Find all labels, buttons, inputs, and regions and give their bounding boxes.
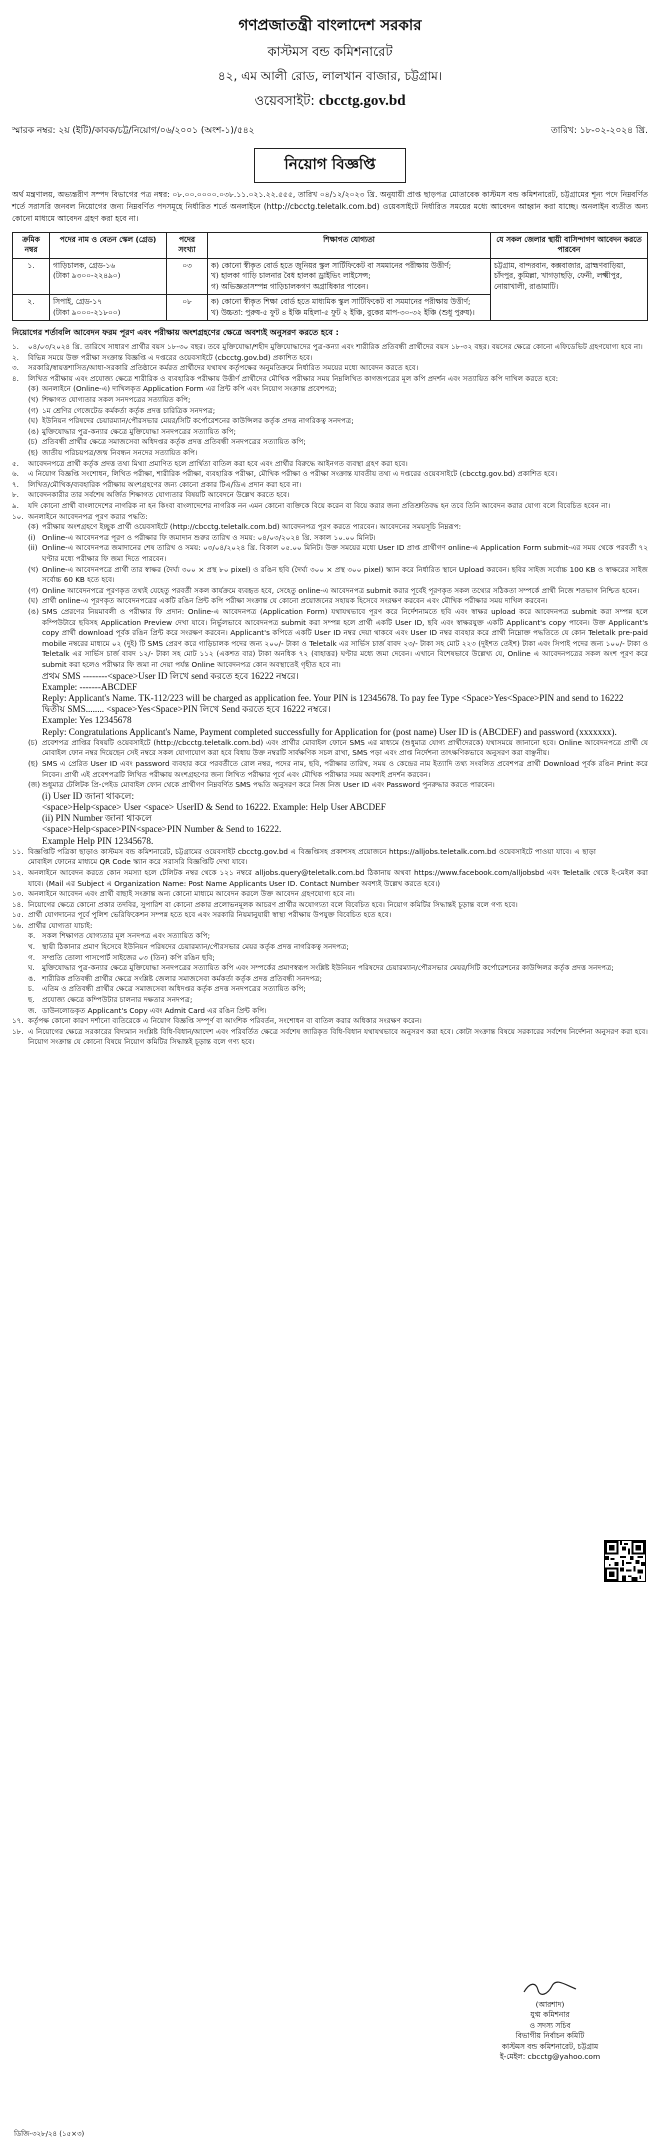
recovery-line: <space>Help<space>PIN<space>PIN Number & Send to 16222.	[42, 824, 282, 835]
sms-reply-1: Reply: Applicant's Name. TK-112/223 will be charged as application fee. Your PIN is 12345678. To pay fee Type <Space>Yes<Space>PIN and send to 16222	[42, 692, 624, 703]
post-scale: (টাকা ৯০০০-২১৮০০)	[53, 307, 121, 317]
sub-item	[12, 384, 648, 395]
sub-number: ঙ.	[28, 973, 36, 983]
item-text: আবেদনকারীর তার সর্বশেষ অর্জিত শিক্ষাগত যোগ্যতার বিষয়টি আবেদনে উল্লেখ করতে হবে।	[28, 490, 290, 500]
signer-title: যুগ্ম কমিশনার	[530, 2010, 570, 2019]
item-number: ৭.	[12, 479, 19, 489]
signer-email[interactable]: ই-মেইল: cbcctg@yahoo.com	[499, 2052, 601, 2061]
item-text: বিজ্ঞপ্তিটি পত্রিকা ছাড়াও কাস্টমস বন্ড কমিশনারেট, চট্টগ্রামের ওয়েবসাইট cbcctg.gov.bd এ বিজ্ঞপ্তিসহ প্রকাশসহ প্রয়োজনে https://alljobs.teletalk.com.bd ওয়েবসাইটে পাওয়া যাবে। এ ছাড়া মোবাইল ফোনের মাধ্যমে QR Code স্ক্যান করে সরাসরি বিজ্ঞপ্তিটি দেখা যাবে।	[28, 846, 596, 867]
post-name: গাড়িচালক, গ্রেড-১৬	[53, 260, 116, 270]
sub-item	[12, 738, 648, 759]
sub-number: (ii)	[28, 543, 38, 553]
signer-office: কাস্টমস বন্ড কমিশনারেট, চট্টগ্রাম	[501, 2041, 599, 2051]
sub-number: (ঘ)	[28, 596, 39, 606]
signer-committee: বিভাগীয় নির্বাচন কমিটি	[515, 2031, 585, 2040]
list-item	[12, 512, 648, 523]
website-line	[12, 92, 648, 113]
notice-title: নিয়োগ বিজ্ঞপ্তি	[254, 148, 406, 183]
row-count: ০৮	[167, 295, 208, 321]
sub-number: (ঙ)	[28, 606, 39, 616]
sub-text: Online আবেদনপত্রে পূরণকৃত তথ্যই যেহেতু পরবর্তী সকল কার্যক্রমে ব্যবহৃত হবে, সেহেতু online-এ আবেদনপত্র submit করার পূর্বেই পূরণকৃত সকল তথ্যের সঠিকতা সম্পর্কে প্রার্থী নিজে শতভাগ নিশ্চিত হবেন।	[42, 585, 640, 595]
row-post	[50, 258, 167, 295]
sub-item	[12, 427, 648, 438]
sub-number: (খ)	[28, 564, 39, 574]
list-item	[12, 480, 648, 491]
sub-text: প্রযোজ্য ক্ষেত্রে কম্পিউটার চালনার দক্ষতার সনদপত্র;	[42, 995, 193, 1005]
item-text: লিখিত/মৌখিক/ব্যবহারিক পরীক্ষায় অংশগ্রহণের জন্য কোনো প্রকার টিএ/ডিএ প্রদান করা হবে না।	[28, 479, 302, 489]
item-text: এ নিয়োগের ক্ষেত্রে সরকারের বিদ্যমান সংশ্লিষ্ট বিধি-বিধান/আদেশ এবং পরিবর্তিত ক্ষেত্রে সর্বশেষ জারিকৃত বিধি-বিধান যথাযথভাবে অনুসরণ করা হবে। কোটা সংক্রান্ত বিষয়ে সরকারের সর্বশেষ নির্দেশনা অনুসরণ করা হবে। নিয়োগ সংক্রান্ত যে কোনো বিষয়ে নিয়োগ কমিটির সিদ্ধান্তই চূড়ান্ত বলে গণ্য হবে।	[28, 1026, 648, 1047]
sub-item	[12, 974, 648, 985]
sub-number: (ক)	[28, 522, 39, 532]
sub-text: SMS প্রেরণের নিয়মাবলী ও পরীক্ষার ফি প্রদান: Online-এ আবেদনপত্র (Application Form) যথাযথভাবে পূরণ করে নির্দেশনামতে ছবি এবং স্বাক্ষর upload করে আবেদনপত্র submit করা সম্পন্ন হলে কম্পিউটারে ছবিসহ Application Preview দেখা যাবে। নির্ভুলভাবে আবেদনপত্র submit করা সম্পন্ন হলে প্রার্থী একটি User ID, ছবি এবং স্বাক্ষরযুক্ত একটি Applicant's copy পাবেন। উক্ত Applicant's copy প্রার্থী download পূর্বক রঙিন প্রিন্ট করে সংরক্ষণ করবেন। Applicant's কপিতে একটি User ID নম্বর দেয়া থাকবে এবং User ID নম্বর ব্যবহার করে প্রার্থী নিম্নোক্ত পদ্ধতিতে যে কোন Teletalk pre-paid mobile নম্বরের মাধ্যমে ০২ (দুই) টি SMS প্রেরণ করে গাড়িচালক পদের জন্য ২০০/- টাকা ও Teletalk এর সার্ভিস চার্জ বাবদ ২৩/- টাকা সহ মোট ২২৩ (দুইশত তেইশ) টাকা এবং সিপাই পদের জন্য ১০০/- টাকা ও Teletalk এর সার্ভিস চার্জ বাবদ ১২/- টাকা সহ মোট ১১২ (একশত বার) টাকা অনধিক ৭২ (বাহাত্তর) ঘণ্টার মধ্যে জমা দেবেন। এখানে বিশেষভাবে উল্লেখ্য যে, Online এ আবেদনপত্রের সকল অংশ পূরণ করে submit করা হলেও পরীক্ষার ফি জমা না দেয়া পর্যন্ত Online আবেদনপত্র কোন অবস্থাতেই গৃহীত হবে না।	[42, 606, 648, 669]
sub-text: শিক্ষাগত যোগ্যতার সকল সনদপত্রের সত্যায়িত কপি;	[42, 395, 191, 405]
list-item	[12, 868, 648, 889]
sub-text: Online-এ আবেদনপত্রে প্রার্থী তার স্বাক্ষর (দৈর্ঘ্য ৩০০ × প্রস্থ ৮০ pixel) ও রঙিন ছবি (দৈর্ঘ্য ৩০০ × প্রস্থ ৩০০ pixel) স্ক্যান করে নির্ধারিত স্থানে Upload করবেন। ছবির সাইজ সর্বোচ্চ 100 KB ও স্বাক্ষরের সাইজ সর্বোচ্চ 60 KB হতে হবে।	[42, 564, 648, 585]
table-header-row	[13, 232, 648, 258]
sub-number: গ.	[28, 952, 35, 962]
sub-text: সম্প্রতি তোলা পাসপোর্ট সাইজের ০৩ (তিন) কপি রঙিন ছবি;	[42, 952, 215, 962]
sub-number: (গ)	[28, 585, 39, 595]
item-text: সরকারি/স্বায়ত্তশাসিত/আধা-সরকারি প্রতিষ্ঠানে কর্মরত প্রার্থীদের যথাযথ কর্তৃপক্ষের অনুমতিক্রমে নির্ধারিত সময়ের মধ্যে আবেদন করতে হবে।	[28, 363, 419, 373]
govt-title: গণপ্রজাতন্ত্রী বাংলাদেশ সরকার	[238, 16, 422, 34]
sub-number: (ঙ)	[28, 426, 39, 436]
sub-number: (ঘ)	[28, 416, 39, 426]
list-item	[12, 910, 648, 921]
item-number: ১.	[12, 342, 19, 352]
sub-number: (চ)	[28, 737, 38, 747]
sms-instructions	[12, 671, 648, 738]
sub-text: প্রতিবন্ধী প্রার্থীর ক্ষেত্রে সমাজসেবা অধিদপ্তর কর্তৃক প্রদত্ত প্রতিবন্ধী সনদপত্রের সত্যায়িত কপি;	[42, 437, 306, 447]
website-label: ওয়েবসাইট:	[254, 94, 315, 109]
sub-text: এতিম ও প্রতিবন্ধী প্রার্থীর ক্ষেত্রে সমাজসেবা অধিদপ্তর কর্তৃক প্রদত্ত সনদপত্রের সত্যায়িত কপি;	[42, 984, 306, 994]
sub-item	[12, 406, 648, 417]
sub-number: (চ)	[28, 437, 38, 447]
sub-text: জাতীয় পরিচয়পত্র/জন্ম নিবন্ধন সনদের সত্যায়িত কপি।	[42, 448, 198, 458]
list-item	[12, 501, 648, 512]
list-item	[12, 1016, 648, 1027]
col-qualification: শিক্ষাগত যোগ্যতা	[208, 232, 491, 258]
recovery-line: (ii) PIN Number জানা থাকলে	[42, 813, 152, 824]
item-text: লিখিত পরীক্ষায় এবং প্রযোজ্য ক্ষেত্রে শারীরিক ও ব্যবহারিক পরীক্ষায় উত্তীর্ণ প্রার্থীদের মৌখিক পরীক্ষার সময় নিম্নলিখিত কাগজপত্রের মূল কপি প্রদর্শন এবং সত্যায়িত কপি দাখিল করতে হবে:	[28, 373, 559, 383]
recovery-line: <space>Help<space> User <space> UserID & Send to 16222. Example: Help User ABCDEF	[42, 801, 386, 812]
signer-title: ও সদস্য সচিব	[529, 2020, 571, 2030]
row-post	[50, 295, 167, 321]
sub-number: (জ)	[28, 780, 41, 790]
sms-example-1: Example: -------ABCDEF	[42, 681, 138, 692]
item-number: ৩.	[12, 363, 19, 373]
item-number: ৮.	[12, 490, 19, 500]
item-text: অনলাইনে আবেদন এবং প্রার্থী বাছাই সংক্রান্ত অন্য কোনো মাধ্যমে আবেদন করলে উক্ত আবেদন গ্রহণযোগ্য হবে না।	[28, 889, 355, 899]
item-text: আবেদনপত্রে প্রার্থী কর্তৃক প্রদত্ত তথ্য মিথ্যা প্রমাণিত হলে প্রার্থিতা বাতিল করা হবে এবং প্রার্থীর বিরুদ্ধে আইনগত ব্যবস্থা গ্রহণ করা হবে।	[28, 458, 408, 468]
item-number: ১২.	[12, 867, 24, 877]
memo-date: তারিখ: ১৮-০২-২০২৪ খ্রি.	[551, 126, 648, 136]
sub-text: শারীরিক প্রতিবন্ধী প্রার্থীর ক্ষেত্রে সংশ্লিষ্ট জেলার সমাজসেবা কর্মকর্তা কর্তৃক প্রদত্ত প্রতিবন্ধী সনদপত্র;	[42, 973, 322, 983]
sub-number: (ছ)	[28, 758, 38, 768]
row-districts: চট্টগ্রাম, বান্দরবান, কক্সবাজার, ব্রাহ্মণবাড়িয়া, চাঁদপুর, কুমিল্লা, খাগড়াছড়ি, ফেনী, লক্ষ্মীপুর, নোয়াখালী, রাঙামাটি।	[491, 258, 648, 321]
post-scale: (টাকা ৯৩০০-২২৪৯০)	[53, 271, 121, 281]
item-text: প্রার্থী যোগদানের পূর্বে পুলিশ ভেরিফিকেশন সম্পন্ন হতে হবে এবং সরকারি নিয়মানুযায়ী স্বাস্থ্য পরীক্ষায় উপযুক্ত বিবেচিত হতে হবে।	[28, 910, 392, 920]
sub-item	[12, 780, 648, 791]
posts-table	[12, 232, 648, 322]
item-number: ১০.	[12, 511, 24, 521]
list-item	[12, 921, 648, 932]
list-item	[12, 374, 648, 385]
header	[12, 14, 648, 113]
recovery-line: Example Help PIN 12345678.	[42, 835, 154, 846]
sub-number: (i)	[28, 532, 36, 542]
recovery-line: (i) User ID জানা থাকলে:	[42, 790, 135, 801]
sub-item	[12, 586, 648, 597]
item-text: কর্তৃপক্ষ কোনো কারণ দর্শানো ব্যতিরেকে এ নিয়োগ বিজ্ঞপ্তি সম্পূর্ণ বা আংশিক পরিবর্তন, সংশোধন বা বাতিল করার অধিকার সংরক্ষণ করেন।	[28, 1016, 422, 1026]
sub-item	[12, 437, 648, 448]
qualification-line: খ) হালকা গাড়ি চালনার বৈধ হালকা ড্রাইভিং লাইসেন্স;	[211, 271, 371, 281]
sub-number: চ.	[28, 984, 35, 994]
list-item	[12, 353, 648, 364]
sub-text: ১ম শ্রেণির গেজেটেড কর্মকর্তা কর্তৃক প্রদত্ত চারিত্রিক সনদপত্র;	[42, 405, 216, 415]
sub-text: ডাউনলোডকৃত Applicant's Copy এবং Admit Card এর রঙিন প্রিন্ট কপি।	[42, 1005, 267, 1015]
row-qualification	[208, 295, 491, 321]
signature-icon	[520, 1980, 580, 1996]
item-number: ৯.	[12, 501, 19, 511]
sub-text: পরীক্ষায় অংশগ্রহণে ইচ্ছুক প্রার্থী ওয়েবসাইটে (http://cbcctg.teletalk.com.bd) আবেদনপত্র পূরণ করতে পারবেন। আবেদনের সময়সূচি নিম্নরূপ:	[42, 522, 462, 532]
item-text: ০৪/০৩/২০২৪ খ্রি. তারিখে সাধারণ প্রার্থীর বয়স ১৮-৩০ বছর। তবে মুক্তিযোদ্ধা/শহীদ মুক্তিযোদ্ধাদের পুত্র-কন্যা এবং শারীরিক প্রতিবন্ধী প্রার্থীদের বয়স ১৮-৩২ বছর। বয়সের ক্ষেত্রে কোনো এফিডেভিট গ্রহণযোগ্য হবে না।	[28, 342, 643, 352]
sub-item	[12, 565, 648, 586]
row-serial: ১.	[13, 258, 50, 295]
sub-text: মুক্তিযোদ্ধার পুত্র-কন্যার ক্ষেত্রে মুক্তিযোদ্ধা সনদপত্রের সত্যায়িত কপি এবং সম্পর্কের প্রমাণস্বরূপ সংশ্লিষ্ট ইউনিয়ন পরিষদের চেয়ারম্যান/পৌরসভার মেয়র/সিটি কর্পোরেশনের কাউন্সিলর কর্তৃক প্রদত্ত সনদপত্র;	[42, 963, 614, 973]
item-number: ১৭.	[12, 1016, 24, 1026]
table-row	[13, 258, 648, 295]
sub-number: ক.	[28, 931, 36, 941]
sub-item	[12, 543, 648, 564]
sms-first: প্রথম SMS --------<space>User ID লিখে send করতে হবে 16222 নম্বরে।	[42, 670, 299, 681]
sub-item	[12, 607, 648, 671]
office-name: কাস্টমস বন্ড কমিশনারেট	[267, 45, 393, 60]
item-number: ৬.	[12, 469, 19, 479]
sub-number: (গ)	[28, 405, 39, 415]
item-number: ১১.	[12, 846, 24, 856]
recovery-instructions	[12, 791, 648, 847]
list-item	[12, 459, 648, 470]
sub-text: Online-এ আবেদনপত্র পূরণ ও পরীক্ষার ফি জমাদান শুরুর তারিখ ও সময়: ০৪/০৩/২০২৪ খ্রি. সকাল ১০.০০ মিনিট।	[42, 532, 376, 542]
sub-number: (ছ)	[28, 448, 38, 458]
item-text: অনলাইনে আবেদন করতে কোন সমস্যা হলে টেলিটক নম্বর থেকে ১২১ নম্বরে alljobs.query@teletalk.com.bd ঠিকানায় অথবা https://www.facebook.com/alljobsbd এবং Teletalk থেকে ই-মেইল করা যাবে। (Mail এর Subject এ Organization Name: Post Name Applicants User ID. Contact Number অবশ্যই উল্লেখ করতে হবে।)	[28, 867, 648, 888]
row-count: ০৩	[167, 258, 208, 295]
sub-number: (খ)	[28, 395, 39, 405]
sub-item	[12, 448, 648, 459]
col-districts: যে সকল জেলার স্থায়ী বাসিন্দাগণ আবেদন করতে পারবেন	[491, 232, 648, 258]
item-number: ১৮.	[12, 1026, 24, 1036]
list-item	[12, 889, 648, 900]
item-number: ৪.	[12, 373, 19, 383]
post-name: সিপাই, গ্রেড-১৭	[53, 297, 102, 307]
sms-reply-2: Reply: Congratulations Applicant's Name, Payment completed successfully for Application for (post name) User ID is (ABCDEF) and password (xxxxxxx).	[42, 726, 617, 737]
signer-name: (আরশাদ)	[535, 1999, 565, 2009]
conditions-list	[12, 342, 648, 1048]
qualification-line: ক) কোনো স্বীকৃত শিক্ষা বোর্ড হতে মাধ্যমিক স্কুল সার্টিফিকেট বা সমমানের পরীক্ষায় উত্তীর্ণ;	[211, 297, 471, 307]
item-number: ২.	[12, 352, 19, 362]
sub-number: খ.	[28, 942, 36, 952]
list-item	[12, 1027, 648, 1048]
item-text: এ নিয়োগ বিজ্ঞপ্তি সংশোধন, লিখিত পরীক্ষা, শারীরিক পরীক্ষা, ব্যবহারিক পরীক্ষা, মৌখিক পরীক্ষা ও পরীক্ষা সংক্রান্ত যাবতীয় তথ্য এ দপ্তরের ওয়েবসাইটে (cbcctg.gov.bd) প্রকাশিত হবে।	[28, 469, 558, 479]
sms-example-2: Example: Yes 12345678	[42, 715, 132, 726]
sub-text: প্রবেশপত্র প্রাপ্তির বিষয়টি ওয়েবসাইটে (http://cbcctg.teletalk.com.bd) এবং প্রার্থীর মোবাইল ফোনে SMS এর মাধ্যমে (শুধুমাত্র যোগ্য প্রার্থীদেরকে) যথাসময়ে জানানো হবে। Online আবেদনপত্রে প্রার্থী যে মোবাইল ফোন নম্বর দিয়েছেন সেই নম্বরে সকল যোগাযোগ করা হবে বিধায় উক্ত নম্বরটি সার্বক্ষণিক সচল রাখা, SMS পড়া এবং প্রাপ্ত নির্দেশনা তাৎক্ষণিকভাবে অনুসরণ করা বাঞ্ছনীয়।	[42, 737, 648, 758]
list-item	[12, 363, 648, 374]
list-item	[12, 490, 648, 501]
sub-item	[12, 995, 648, 1006]
sub-number: ছ.	[28, 995, 35, 1005]
item-text: নিয়োগের ক্ষেত্রে কোনো প্রকার তদবির, সুপারিশ বা কোনো প্রকার প্রলোভনমূলক আচরণ প্রার্থীর অযোগ্যতা বলে বিবেচিত হবে। নিয়োগ কমিটির সিদ্ধান্তই চূড়ান্ত বলে গণ্য হবে।	[28, 899, 518, 909]
item-number: ১৬.	[12, 920, 24, 930]
qr-code[interactable]	[604, 1540, 646, 1582]
sub-text: শুধুমাত্র টেলিটক প্রি-পেইড মোবাইল ফোন থেকে প্রার্থীগণ নিম্নবর্ণিত SMS পদ্ধতি অনুসরণ করে নিজ নিজ User ID এবং Password পুনরুদ্ধার করতে পারবেন।	[42, 780, 495, 790]
footer-code: ডিজি-৩২৮/২৪ (১৫×৩)	[14, 2130, 85, 2138]
sub-item	[12, 963, 648, 974]
col-count: পদের সংখ্যা	[167, 232, 208, 258]
list-item	[12, 900, 648, 911]
sub-item	[12, 416, 648, 427]
col-serial: ক্রমিক নম্বর	[13, 232, 50, 258]
sub-text: সকল শিক্ষাগত যোগ্যতার মূল সনদপত্র এবং সত্যায়িত কপি;	[42, 931, 211, 941]
sub-item	[12, 984, 648, 995]
row-serial: ২.	[13, 295, 50, 321]
sub-text: Online-এ আবেদনপত্র জমাদানের শেষ তারিখ ও সময়: ০৩/০৪/২০২৪ খ্রি. বিকাল ০৫.০০ মিনিট। উক্ত সময়ের মধ্যে User ID প্রাপ্ত প্রার্থীগণ online-এ Application Form submit-এর সময় থেকে পরবর্তী ৭২ ঘণ্টার মধ্যে পরীক্ষার ফি জমা দিতে পারবেন।	[42, 543, 648, 563]
signature-block	[470, 1980, 630, 2063]
sub-item	[12, 395, 648, 406]
sub-item	[12, 533, 648, 544]
item-text: বিভিন্ন সময়ে উক্ত পরীক্ষা সংক্রান্ত বিজ্ঞপ্তি এ দপ্তরের ওয়েবসাইটে (cbcctg.gov.bd) প্রকাশিত হবে।	[28, 352, 313, 362]
intro-paragraph: অর্থ মন্ত্রণালয়, অভ্যন্তরীণ সম্পদ বিভাগের পত্র নম্বর: ০৮.০০.০০০০.০৩৮.১১.০২১.২২.৫৫৫, তারিখ ০৪/১২/২০২৩ খ্রি. অনুযায়ী প্রাপ্ত ছাড়পত্র মোতাবেক কাস্টমস বন্ড কমিশনারেট, চট্টগ্রামের শূন্য পদে নিম্নবর্ণিত শর্তে সরাসরি জনবল নিয়োগের জন্য নিম্নবর্ণিত পদসমূহে নির্ধারিত শর্তে অনলাইনে (http://cbcctg.teletalk.com.bd) ওয়েবসাইটে নির্ধারিত সময়ের মধ্যে আবেদন আহ্বান করা যাচ্ছে। অনলাইন ব্যতীত অন্য কোনো মাধ্যমে আবেদন গ্রহণ করা হবে না।	[12, 190, 648, 224]
item-number: ১৩.	[12, 889, 24, 899]
item-number: ৫.	[12, 458, 19, 468]
item-number: ১৫.	[12, 910, 24, 920]
item-text: যদি কোনো প্রার্থী বাংলাদেশের নাগরিক না হন কিংবা বাংলাদেশের নাগরিক নন এমন কোনো ব্যক্তিকে বিয়ে করেন বা বিয়ে করার জন্য প্রতিশ্রুতিবদ্ধ হন তবে তিনি আবেদন করার যোগ্য বলে বিবেচিত হবেন না।	[28, 501, 611, 511]
sub-item	[12, 953, 648, 964]
memo-ref: স্মারক নম্বর: ২য় (ইটি)/কাবক/চট্ট/নিয়োগ/০৬/২০০১ (অংশ-১)/৫৪২	[12, 126, 255, 136]
sub-text: মুক্তিযোদ্ধার পুত্র-কন্যার ক্ষেত্রে মুক্তিযোদ্ধা সনদপত্রের সত্যায়িত কপি;	[42, 426, 236, 436]
memo-line	[12, 123, 648, 138]
website-link[interactable]: cbcctg.gov.bd	[318, 93, 406, 109]
sub-number: জ.	[28, 1005, 37, 1015]
sms-second: দ্বিতীয় SMS........ <space>Yes<Space>PIN লিখে Send করতে হবে 16222 নম্বরে।	[42, 704, 331, 715]
qualification-line: গ) অভিজ্ঞতাসম্পন্ন গাড়িচালকগণ অগ্রাধিকার পাবেন।	[211, 281, 369, 291]
list-item	[12, 342, 648, 353]
sub-text: প্রার্থী online-এ পূরণকৃত আবেদনপত্রের একটি রঙিন প্রিন্ট কপি পরীক্ষা সংক্রান্ত যে কোনো প্রয়োজনের সহায়ক হিসেবে সংরক্ষণ করবেন এবং মৌখিক পরীক্ষার সময় দাখিল করবেন।	[42, 596, 548, 606]
row-qualification	[208, 258, 491, 295]
qualification-line: খ) উচ্চতা: পুরুষ-৫ ফুট ৪ ইঞ্চি মহিলা-৫ ফুট ২ ইঞ্চি, বুকের মাপ-৩০-৩২ ইঞ্চি (শুধু পুরুষ)।	[211, 307, 475, 317]
item-text: প্রার্থীর যোগ্যতা যাচাই:	[28, 920, 93, 930]
sub-number: ঘ.	[28, 963, 35, 973]
conditions-heading: নিয়োগের শর্তাবলি আবেদন ফরম পূরণ এবং পরীক্ষায় অংশগ্রহণের ক্ষেত্রে অবশ্যই অনুসরণ করতে হবে :	[12, 328, 339, 338]
qr-code-icon	[605, 1541, 645, 1581]
sub-item	[12, 759, 648, 780]
qualification-line: ক) কোনো স্বীকৃত বোর্ড হতে জুনিয়র স্কুল সার্টিফিকেট বা সমমানের পরীক্ষায় উত্তীর্ণ;	[211, 260, 452, 270]
sub-item	[12, 1006, 648, 1017]
sub-item	[12, 942, 648, 953]
col-post: পদের নাম ও বেতন স্কেল (গ্রেড)	[50, 232, 167, 258]
sub-item	[12, 522, 648, 533]
item-text: অনলাইনে আবেদনপত্র পূরণ করার পদ্ধতি:	[28, 511, 148, 521]
office-address: ৪২, এম আলী রোড, লালখান বাজার, চট্টগ্রাম।	[217, 69, 443, 83]
sub-item	[12, 596, 648, 607]
sub-text: স্থায়ী ঠিকানার প্রমাণ হিসেবে ইউনিয়ন পরিষদের চেয়ারম্যান/পৌরসভার মেয়র কর্তৃক প্রদত্ত নাগরিকত্ব সনদপত্র;	[42, 942, 349, 952]
sub-text: ইউনিয়ন পরিষদের চেয়ারম্যান/পৌরসভার মেয়র/সিটি কর্পোরেশনের কাউন্সিলর কর্তৃক প্রদত্ত নাগরিকত্ব সনদপত্র;	[42, 416, 354, 426]
list-item	[12, 847, 648, 868]
sub-number: (ক)	[28, 384, 39, 394]
item-number: ১৪.	[12, 899, 24, 909]
sub-text: অনলাইনে (Online-এ) দাখিলকৃত Application Form এর প্রিন্ট কপি এবং নিয়োগ সংক্রান্ত প্রবেশপত্র;	[42, 384, 337, 394]
sub-item	[12, 931, 648, 942]
list-item	[12, 469, 648, 480]
sub-text: SMS এ প্রেরিত User ID এবং password ব্যবহার করে পরবর্তীতে রোল নম্বর, পদের নাম, ছবি, পরীক্ষার তারিখ, সময় ও কেন্দ্রের নাম ইত্যাদি তথ্য সংবলিত প্রবেশপত্র প্রার্থী Download পূর্বক রঙিন Print করে নিবেন। প্রার্থী এই প্রবেশপত্রটি লিখিত পরীক্ষায় অংশগ্রহণের জন্য লিখিত পরীক্ষার পূর্বে এবং মৌখিক পরীক্ষার সময় অবশ্যই প্রদর্শন করবেন।	[42, 758, 648, 779]
